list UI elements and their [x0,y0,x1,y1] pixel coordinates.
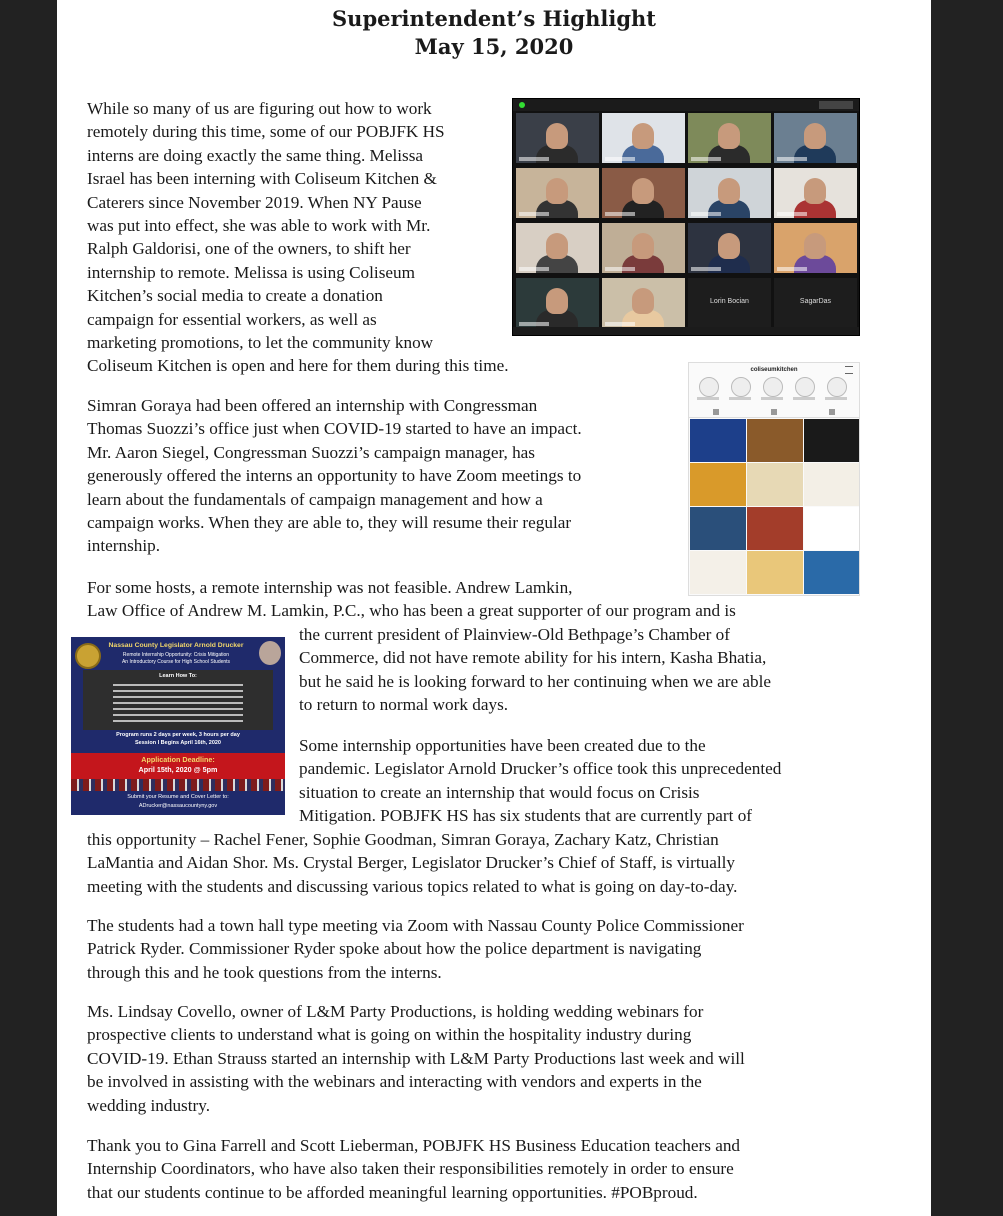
instagram-post-thumbnail [804,507,860,550]
participant-head [546,123,568,149]
text-line: campaign works. When they are able to, they will resume their regular [87,513,572,533]
flyer-deadline-label: Application Deadline: [141,755,215,764]
flyer-heading: Nassau County Legislator Arnold Drucker [108,642,244,649]
instagram-post-thumbnail [747,551,803,594]
instagram-post-thumbnail [804,551,860,594]
participant-head [632,178,654,204]
zoom-meeting-image [512,98,860,336]
highlight-icon [699,377,719,397]
participant-head [718,123,740,149]
document-title: Superintendent’s Highlight [332,6,656,31]
participant-tile [688,113,771,163]
participant-name-tag [519,267,549,271]
text-line: be involved in assisting with the webinars and interacting with vendors and experts in the [87,1072,702,1092]
document-page [57,0,931,1216]
participant-head [804,178,826,204]
text-line: that our students continue to be afforded meaningful learning opportunities. #POBproud. [87,1182,698,1202]
county-seal-icon [75,643,101,669]
igtv-icon [771,409,777,415]
participant-head [718,233,740,259]
flyer-text-line [113,684,243,686]
participant-name-tag [691,212,721,216]
instagram-post-thumbnail [690,507,746,550]
text-line: COVID-19. Ethan Strauss started an internship with L&M Party Productions last week and will [87,1048,745,1068]
text-line: remotely during this time, some of our POBJFK HS [87,122,445,142]
instagram-post-thumbnail [690,463,746,506]
text-line: Patrick Ryder. Commissioner Ryder spoke about how the police department is navigating [87,939,702,959]
text-line: but he said he is looking forward to her continuing when we are able [299,671,772,691]
highlight-label [825,397,847,400]
text-line: Simran Goraya had been offered an internship with Congressman [87,396,538,415]
participant-name-tag [605,157,635,161]
flyer-program: Program runs 2 days per week, 3 hours per day [116,732,240,738]
participant-head [632,123,654,149]
highlight-label [761,397,783,400]
participant-head [804,123,826,149]
zoom-bottom-bar [513,327,859,335]
text-line: internship to remote. Melissa is using Coliseum [87,262,415,282]
participant-head [632,288,654,314]
text-line: marketing promotions, to let the community know [87,333,434,353]
participant-name-tag [605,212,635,216]
flyer-deadline-date: April 15th, 2020 @ 5pm [138,765,218,774]
text-line: Law Office of Andrew M. Lamkin, P.C., who has been a great supporter of our program and is [87,601,736,621]
flyer-learn-panel [83,670,273,730]
participant-name-tag [605,267,635,271]
highlight-icon [731,377,751,397]
flyer-text-line [113,690,243,692]
participant-name-tag [691,267,721,271]
status-dot [519,102,525,108]
highlight-label [697,397,719,400]
instagram-post-thumbnail [690,551,746,594]
instagram-post-thumbnail [747,463,803,506]
paragraph-congressman-suozzi [87,394,582,558]
text-line: situation to create an internship that would focus on Crisis [299,782,700,802]
participant-tile [774,168,857,218]
flyer-learn-title: Learn How To: [159,673,197,679]
tagged-icon [829,409,835,415]
highlight-icon [763,377,783,397]
text-line: through this and he took questions from the interns. [87,962,442,982]
participant-name-tag [777,212,807,216]
participant-tile [774,113,857,163]
participant-tile [774,278,857,328]
text-line: wedding industry. [87,1095,211,1115]
participant-name-tag [605,322,635,326]
flyer-session: Session I Begins April 16th, 2020 [135,740,221,746]
participant-tile [602,113,685,163]
participant-tile [602,278,685,328]
text-line: was put into effect, she was able to work with Mr. [87,216,431,236]
legislator-photo [259,641,281,665]
paragraph-drucker-students [87,828,737,898]
instagram-post-thumbnail [747,507,803,550]
instagram-post-thumbnail [804,463,860,506]
highlight-label [793,397,815,400]
flyer-submit: Submit your Resume and Cover Letter to: [127,794,229,800]
paragraph-lamkin-continued [299,623,771,717]
flyer-text-line [113,708,243,710]
participant-tile [516,278,599,328]
participant-name-tag [519,322,549,326]
flyer-text-line [113,720,243,722]
text-line: Ms. Lindsay Covello, owner of L&M Party Productions, is holding wedding webinars for [87,1002,704,1021]
text-line: pandemic. Legislator Arnold Drucker’s office took this unprecedented [299,759,782,779]
menu-icon [845,366,853,374]
highlight-icon [827,377,847,397]
text-line: to return to normal work days. [299,695,509,715]
text-line: While so many of us are figuring out how to work [87,99,432,118]
text-line: Thomas Suozzi’s office just when COVID-19 started to have an impact. [87,419,582,439]
participant-head [546,178,568,204]
participant-head [804,233,826,259]
highlight-label [729,397,751,400]
paragraph-police-commissioner [87,914,744,984]
text-line: Commerce, did not have remote ability for his intern, Kasha Bhatia, [299,648,767,668]
flyer-text-line [113,696,243,698]
internship-flyer-image [71,637,285,815]
participant-name-tag [777,267,807,271]
instagram-post-thumbnail [804,419,860,462]
participant-tile [516,223,599,273]
text-line: For some hosts, a remote internship was not feasible. Andrew Lamkin, [87,578,573,597]
grid-icon [713,409,719,415]
participant-head [546,233,568,259]
flyer-email: ADrucker@nassaucountyny.gov [138,803,218,809]
text-line: LaMantia and Aidan Shor. Ms. Crystal Berger, Legislator Drucker’s Chief of Staff, is virtually [87,853,736,873]
text-line: campaign for essential workers, as well as [87,309,377,329]
text-line: meeting with the students and discussing various topics related to what is going on day-to-day. [87,876,738,896]
instagram-post-thumbnail [690,419,746,462]
participant-tile [774,223,857,273]
text-line: The students had a town hall type meeting via Zoom with Nassau County Police Commissioner [87,916,744,935]
participant-name: SagarDas [799,298,832,305]
participant-tile [688,278,771,328]
text-line: Caterers since November 2019. When NY Pause [87,192,422,212]
instagram-tabs [689,407,859,418]
paragraph-thank-you [87,1134,740,1204]
participant-tile [602,223,685,273]
text-line: prospective clients to understand what is going on within the hospitality industry during [87,1025,692,1045]
participant-head [546,288,568,314]
text-line: Kitchen’s social media to create a donation [87,286,383,306]
text-line: Thank you to Gina Farrell and Scott Lieberman, POBJFK HS Business Education teachers and [87,1136,741,1155]
participant-name-tag [691,157,721,161]
paragraph-coliseum-kitchen [87,97,509,378]
text-line: Israel has been interning with Coliseum Kitchen & [87,169,437,189]
text-line: Internship Coordinators, who have also taken their responsibilities remotely in order to ensure [87,1159,734,1179]
text-line: Some internship opportunities have been created due to the [299,736,706,755]
text-line: this opportunity – Rachel Fener, Sophie Goodman, Simran Goraya, Zachary Katz, Christian [87,830,719,849]
text-line: Ralph Galdorisi, one of the owners, to shift her [87,239,411,259]
flyer-text-line [113,714,243,716]
paragraph-drucker-internship [299,734,781,828]
participant-tile [688,168,771,218]
instagram-feed-image [688,362,860,596]
participant-tile [602,168,685,218]
flyer-text-line [113,702,243,704]
text-line: Mr. Aaron Siegel, Congressman Suozzi’s campaign manager, has [87,442,535,462]
participant-tile [516,113,599,163]
text-line: learn about the fundamentals of campaign management and how a [87,489,543,509]
instagram-handle: coliseumkitchen [750,367,798,373]
highlight-icon [795,377,815,397]
flyer-stripe [71,779,285,791]
participant-head [718,178,740,204]
text-line: Mitigation. POBJFK HS has six students that are currently part of [299,806,753,826]
instagram-post-thumbnail [747,419,803,462]
gallery-view-button [819,101,853,109]
flyer-subheading-2: An Introductory Course for High School Students [121,659,231,665]
document-date: May 15, 2020 [414,34,574,59]
participant-name-tag [777,157,807,161]
text-line: the current president of Plainview-Old Bethpage’s Chamber of [299,625,730,644]
text-line: generously offered the interns an opportunity to have Zoom meetings to [87,466,582,486]
participant-name-tag [519,157,549,161]
text-line: Coliseum Kitchen is open and here for them during this time. [87,356,509,376]
text-line: internship. [87,536,161,556]
participant-name: Lorin Bocian [710,298,749,305]
participant-tile [688,223,771,273]
zoom-top-bar [513,99,859,111]
flyer-deadline-banner [71,753,285,779]
participant-head [632,233,654,259]
participant-tile [516,168,599,218]
flyer-subheading: Remote Internship Opportunity: Crisis Mitigation [122,652,230,658]
paragraph-lamkin-intro [87,576,736,623]
text-line: interns are doing exactly the same thing. Melissa [87,145,424,165]
paragraph-party-productions [87,1000,745,1117]
participant-name-tag [519,212,549,216]
